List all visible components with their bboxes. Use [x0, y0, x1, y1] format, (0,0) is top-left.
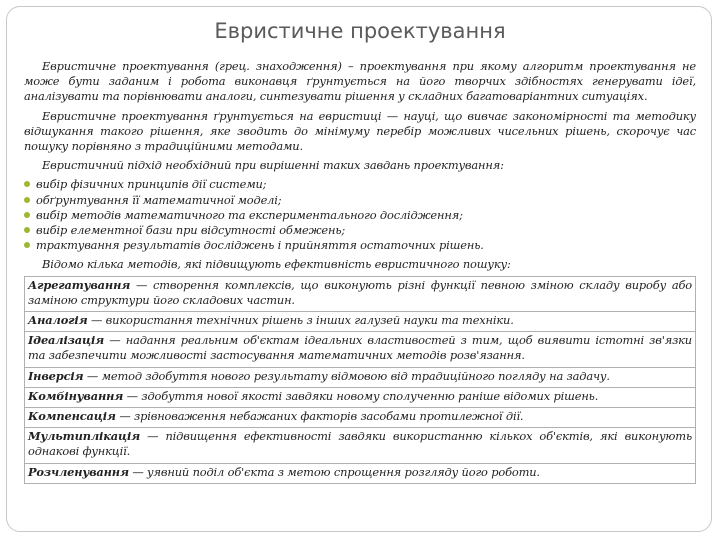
- method-term: Аналогія: [28, 313, 88, 328]
- methods-table: [24, 276, 696, 484]
- bullet-icon: [24, 242, 30, 248]
- paragraph-definition: Евристичне проектування (грец. знаходження) – проектування при якому алгоритм проектування не може бути заданим і робота виконавця ґрунтується на його творчих здібностях генерувати ідеї, аналізувати та порівнювати аналоги, синтезувати рішення у складних багатоваріантних ситуаціях.: [24, 59, 696, 104]
- paragraph-heuristics: Евристичне проектування ґрунтується на евристиці — науці, що вивчає закономірності та методику відшукання такого рішення, яке зводить до мінімуму перебір можливих чисельних рішень, скорочує час пошуку порівняно з традиційними методами.: [24, 108, 696, 154]
- list-item: [24, 238, 696, 253]
- method-term: Ідеалізація: [28, 333, 105, 348]
- bullet-icon: [24, 181, 30, 187]
- method-row: [24, 331, 696, 366]
- methods-intro: Відомо кілька методів, які підвищують ефективність евристичного пошуку:: [42, 257, 511, 272]
- method-definition: — надання реальним об'єктам ідеальних властивостей з тим, щоб виявити істотні зв'язки та забезпечити можливості застосування математичних методів розв'язання.: [28, 333, 692, 363]
- list-item: [24, 208, 696, 223]
- method-row: [24, 311, 696, 331]
- list-item-text: вибір методів математичного та експериментального дослідження;: [36, 207, 463, 222]
- method-row: [24, 407, 696, 427]
- slide-title: Евристичне проектування: [214, 19, 506, 43]
- slide-content: [24, 59, 696, 484]
- bullet-icon: [24, 197, 30, 203]
- method-definition: — підвищення ефективності завдяки використанню кількох об'єктів, які виконують однакові функції.: [28, 429, 692, 459]
- method-term: Мультиплікація: [28, 429, 141, 444]
- list-item: [24, 193, 696, 208]
- method-definition: — зрівноваження небажаних факторів засобами протилежної дії.: [115, 409, 524, 424]
- method-term: Розчленування: [28, 464, 129, 479]
- method-definition: — метод здобуття нового результату відмовою від традиційного погляду на задачу.: [83, 368, 610, 383]
- method-term: Комбінування: [28, 388, 124, 403]
- method-term: Інверсія: [28, 368, 84, 383]
- list-item-text: обґрунтування її математичної моделі;: [36, 192, 282, 207]
- tasks-list: [24, 177, 696, 253]
- method-row: [24, 463, 696, 484]
- list-intro: Евристичний підхід необхідний при вирішенні таких завдань проектування:: [42, 158, 504, 173]
- method-definition: — створення комплексів, що виконують різні функції певною зміною складу виробу або заміною структури його складових частин.: [28, 277, 692, 307]
- method-definition: — використання технічних рішень з інших галузей науки та техніки.: [87, 313, 514, 328]
- method-definition: — здобуття нової якості завдяки новому сполученню раніше відомих рішень.: [123, 388, 599, 403]
- slide: [6, 6, 712, 532]
- list-item-text: вибір елементної бази при відсутності обмежень;: [36, 223, 346, 238]
- method-row: [24, 387, 696, 407]
- bullet-icon: [24, 212, 30, 218]
- method-term: Агрегатування: [28, 277, 131, 292]
- list-item-text: вибір фізичних принципів дії системи;: [36, 177, 267, 192]
- method-row: [24, 427, 696, 462]
- method-row: [24, 276, 696, 311]
- list-item: [24, 177, 696, 192]
- method-definition: — уявний поділ об'єкта з метою спрощення розгляду його роботи.: [128, 464, 540, 479]
- bullet-icon: [24, 227, 30, 233]
- list-item-text: трактування результатів досліджень і прийняття остаточних рішень.: [36, 238, 484, 253]
- method-row: [24, 367, 696, 387]
- method-term: Компенсація: [28, 409, 116, 424]
- list-item: [24, 223, 696, 238]
